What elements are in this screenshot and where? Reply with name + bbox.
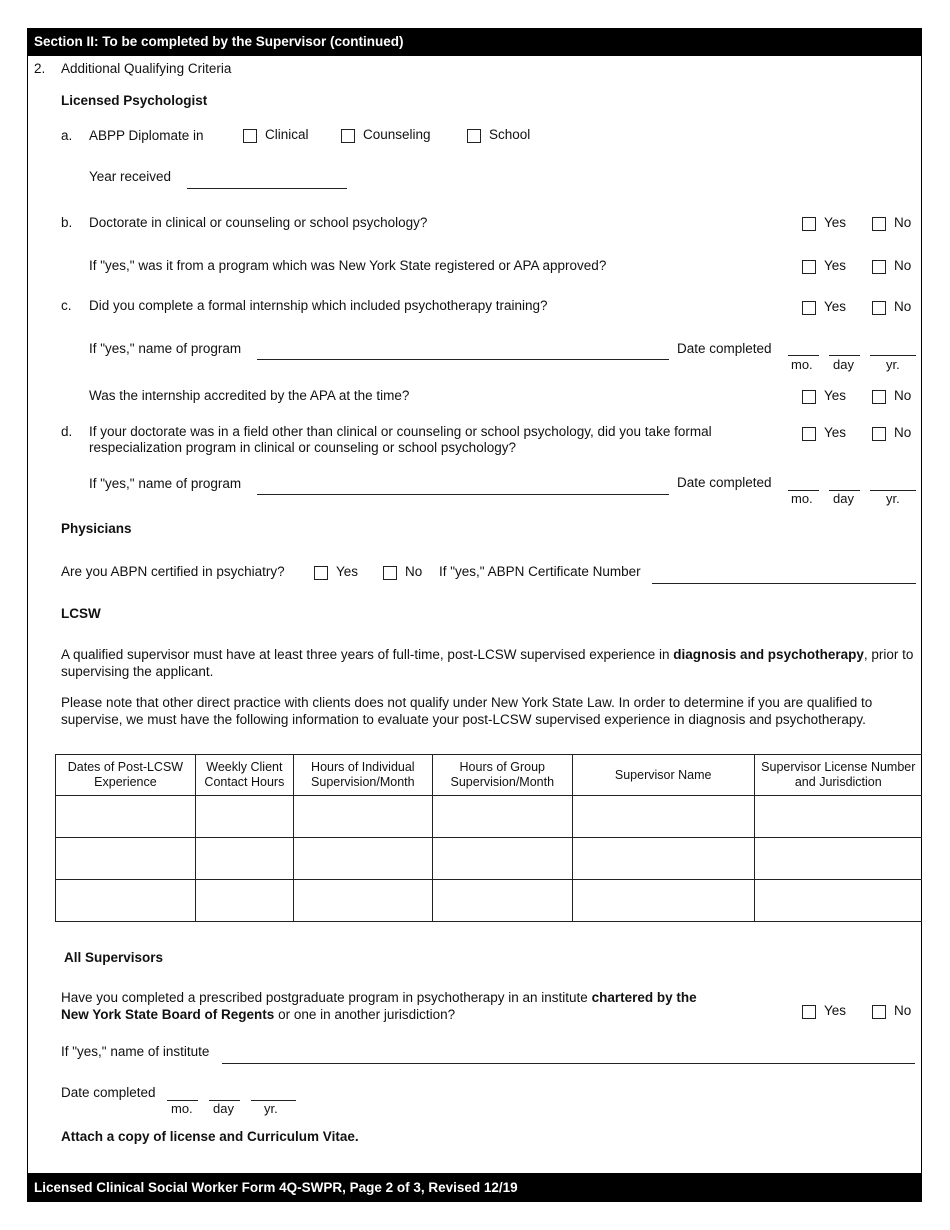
item-c-letter: c. (61, 298, 72, 313)
abpn-cert-label: If "yes," ABPN Certificate Number (439, 564, 641, 579)
experience-table (55, 754, 922, 922)
lcsw-note-paragraph: Please note that other direct practice with clients does not qualify under New York State Law. In order to determine if you are qualified to supervise, we must have the following information to evaluate your post-LCSW supervised experience in diagnosis and psychotherapy. (61, 695, 873, 727)
col-weekly-hours-header: Weekly Client Contact Hours (195, 755, 293, 796)
footer-text: Licensed Clinical Social Worker Form 4Q-SWPR, Page 2 of 3, Revised 12/19 (34, 1180, 518, 1195)
postgraduate-question-text-end: or one in another jurisdiction? (274, 1007, 456, 1022)
attach-instruction: Attach a copy of license and Curriculum Vitae. (61, 1129, 359, 1144)
section-header (27, 28, 922, 56)
respecialization-no-checkbox[interactable] (872, 427, 886, 441)
section-title: Section II: To be completed by the Supervisor (continued) (34, 34, 404, 49)
table-cell[interactable] (432, 880, 572, 922)
no-label: No (894, 215, 912, 230)
col-dates-header: Dates of Post-LCSW Experience (56, 755, 196, 796)
no-label: No (405, 564, 423, 579)
internship-date-label: Date completed (677, 341, 772, 356)
registered-yes-checkbox[interactable] (802, 260, 816, 274)
clinical-checkbox[interactable] (243, 129, 257, 143)
school-checkbox[interactable] (467, 129, 481, 143)
table-cell[interactable] (56, 880, 196, 922)
month-caption: mo. (791, 491, 813, 506)
internship-no-checkbox[interactable] (872, 301, 886, 315)
table-cell[interactable] (572, 838, 754, 880)
doctorate-no-checkbox[interactable] (872, 217, 886, 231)
abpp-label: ABPP Diplomate in (89, 128, 204, 143)
counseling-checkbox[interactable] (341, 129, 355, 143)
table-cell[interactable] (195, 796, 293, 838)
yes-label: Yes (824, 1003, 847, 1018)
table-row (56, 838, 923, 880)
year-caption: yr. (886, 357, 900, 372)
lcsw-requirement-emphasis: diagnosis and psychotherapy (673, 647, 864, 662)
respecialization-question-line1: If your doctorate was in a field other than clinical or counseling or school psychology, did you take formal (89, 424, 712, 439)
month-caption: mo. (171, 1101, 193, 1116)
abpn-question: Are you ABPN certified in psychiatry? (61, 564, 285, 579)
col-individual-supervision-header: Hours of Individual Supervision/Month (293, 755, 432, 796)
table-cell[interactable] (56, 838, 196, 880)
no-label: No (894, 425, 912, 440)
postgraduate-no-checkbox[interactable] (872, 1005, 886, 1019)
regents-emphasis: New York State Board of Regents (61, 1007, 275, 1022)
internship-question: Did you complete a formal internship which included psychotherapy training? (89, 298, 548, 313)
abpn-cert-field[interactable] (652, 583, 916, 584)
counseling-label: Counseling (363, 127, 431, 142)
abpn-yes-checkbox[interactable] (314, 566, 328, 580)
yes-label: Yes (336, 564, 359, 579)
internship-program-field[interactable] (257, 359, 669, 360)
table-cell[interactable] (293, 796, 432, 838)
postgraduate-question-emphasis: chartered by the (591, 990, 697, 1005)
lcsw-heading: LCSW (61, 606, 101, 621)
table-cell[interactable] (432, 838, 572, 880)
item-a-letter: a. (61, 128, 73, 143)
yes-label: Yes (824, 388, 847, 403)
school-label: School (489, 127, 531, 142)
table-cell[interactable] (754, 796, 922, 838)
col-supervisor-name-header: Supervisor Name (572, 755, 754, 796)
respecialization-question-line2: respecialization program in clinical or counseling or school psychology? (89, 440, 516, 455)
accredited-question: Was the internship accredited by the APA at the time? (89, 388, 410, 403)
accredited-no-checkbox[interactable] (872, 390, 886, 404)
registered-question: If "yes," was it from a program which was New York State registered or APA approved? (89, 258, 607, 273)
respecialization-yes-checkbox[interactable] (802, 427, 816, 441)
postgraduate-yes-checkbox[interactable] (802, 1005, 816, 1019)
table-cell[interactable] (293, 880, 432, 922)
postgraduate-date-label: Date completed (61, 1085, 156, 1100)
internship-year-field[interactable] (870, 355, 916, 356)
yes-label: Yes (824, 299, 847, 314)
yes-label: Yes (824, 215, 847, 230)
no-label: No (894, 299, 912, 314)
no-label: No (894, 258, 912, 273)
form-frame (27, 28, 922, 1202)
respecialization-program-label: If "yes," name of program (89, 476, 242, 491)
table-cell[interactable] (432, 796, 572, 838)
item-title: Additional Qualifying Criteria (61, 61, 232, 76)
col-license-header: Supervisor License Number and Jurisdiction (754, 755, 922, 796)
no-label: No (894, 388, 912, 403)
table-cell[interactable] (293, 838, 432, 880)
institute-field[interactable] (222, 1063, 915, 1064)
table-cell[interactable] (754, 880, 922, 922)
respecialization-date-label: Date completed (677, 475, 772, 490)
clinical-label: Clinical (265, 127, 309, 142)
lcsw-requirement-paragraph (61, 646, 916, 680)
no-label: No (894, 1003, 912, 1018)
abpn-no-checkbox[interactable] (383, 566, 397, 580)
accredited-yes-checkbox[interactable] (802, 390, 816, 404)
day-caption: day (833, 491, 854, 506)
lcsw-requirement-text: A qualified supervisor must have at least three years of full-time, post-LCSW supervised experience in (61, 647, 674, 662)
doctorate-question: Doctorate in clinical or counseling or school psychology? (89, 215, 428, 230)
item-number: 2. (34, 61, 46, 76)
col-group-supervision-header: Hours of Group Supervision/Month (432, 755, 572, 796)
lcsw-requirement-text-end: , prior to supervising the applicant. (61, 647, 914, 679)
table-row (56, 796, 923, 838)
year-received-field[interactable] (187, 188, 347, 189)
form-footer (27, 1173, 922, 1202)
registered-no-checkbox[interactable] (872, 260, 886, 274)
table-row (56, 880, 923, 922)
postgraduate-question-text: Have you completed a prescribed postgraduate program in psychotherapy in an institute (61, 990, 592, 1005)
item-b-letter: b. (61, 215, 73, 230)
internship-month-field[interactable] (788, 355, 819, 356)
table-header-row (56, 755, 923, 796)
table-cell[interactable] (56, 796, 196, 838)
year-caption: yr. (264, 1101, 278, 1116)
table-cell[interactable] (572, 880, 754, 922)
table-cell[interactable] (195, 880, 293, 922)
table-cell[interactable] (754, 838, 922, 880)
postgraduate-question-line2 (61, 1007, 455, 1022)
internship-day-field[interactable] (829, 355, 860, 356)
respecialization-program-field[interactable] (257, 494, 669, 495)
item-d-letter: d. (61, 424, 73, 439)
yes-label: Yes (824, 425, 847, 440)
postgraduate-question-line1 (61, 990, 697, 1005)
table-cell[interactable] (195, 838, 293, 880)
licensed-psychologist-heading: Licensed Psychologist (61, 93, 208, 108)
month-caption: mo. (791, 357, 813, 372)
physicians-heading: Physicians (61, 521, 132, 536)
year-received-label: Year received (89, 169, 172, 184)
internship-program-label: If "yes," name of program (89, 341, 242, 356)
internship-yes-checkbox[interactable] (802, 301, 816, 315)
year-caption: yr. (886, 491, 900, 506)
day-caption: day (213, 1101, 234, 1116)
day-caption: day (833, 357, 854, 372)
table-cell[interactable] (572, 796, 754, 838)
institute-label: If "yes," name of institute (61, 1044, 210, 1059)
all-supervisors-heading: All Supervisors (64, 950, 164, 965)
yes-label: Yes (824, 258, 847, 273)
doctorate-yes-checkbox[interactable] (802, 217, 816, 231)
